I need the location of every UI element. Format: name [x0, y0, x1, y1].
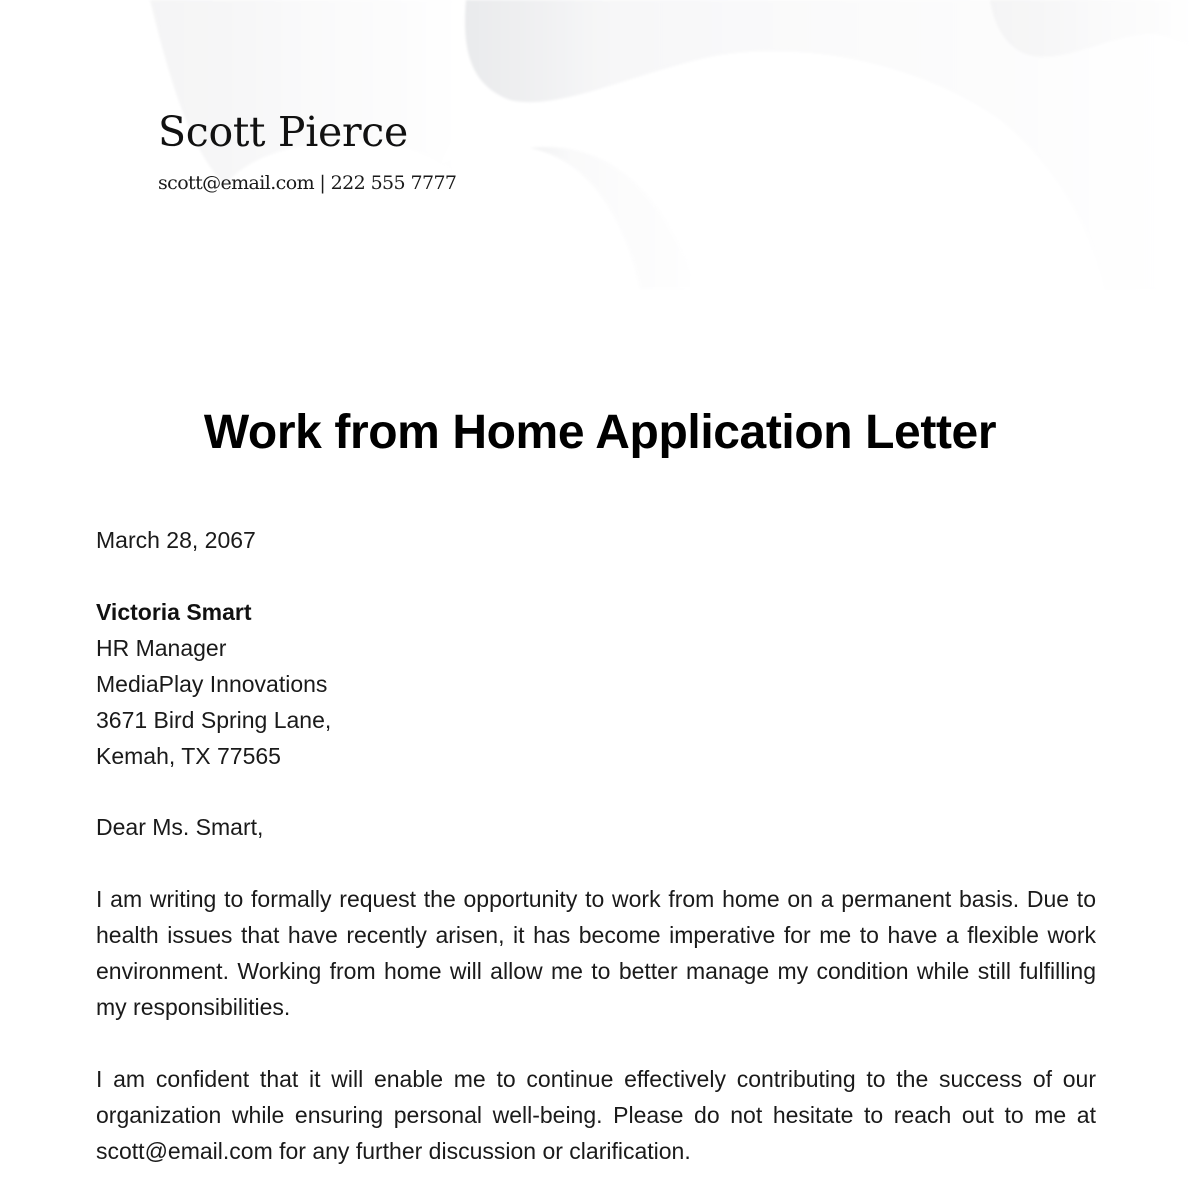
body-paragraph: I am writing to formally request the opportunity to work from home on a permanent basis. Due to health issues that have recently arisen, it has become imperative for me to have a flexible work environment. Working from home will allow me to better manage my condition while still fulfilling my responsibilities.	[96, 886, 1096, 1020]
recipient-block	[96, 594, 1096, 774]
document-title: Work from Home Application Letter	[203, 406, 997, 459]
letter-date: March 28, 2067	[96, 527, 256, 553]
recipient-address-line1: 3671 Bird Spring Lane,	[96, 707, 332, 733]
letterhead-header	[0, 0, 1200, 290]
body-paragraph: I am confident that it will enable me to continue effectively contributing to the success of our organization while ensuring personal well-being. Please do not hesitate to reach out to me at scott@email.com for any further discussion or clarification.	[96, 1066, 1096, 1164]
letter-body	[96, 522, 1096, 1197]
recipient-address-line2: Kemah, TX 77565	[96, 743, 281, 769]
recipient-position: HR Manager	[96, 635, 227, 661]
recipient-company: MediaPlay Innovations	[96, 671, 328, 697]
salutation: Dear Ms. Smart,	[96, 814, 264, 840]
sender-name: Scott Pierce	[158, 108, 408, 156]
sender-contact: scott@email.com | 222 555 7777	[158, 172, 457, 194]
recipient-name: Victoria Smart	[96, 599, 252, 625]
